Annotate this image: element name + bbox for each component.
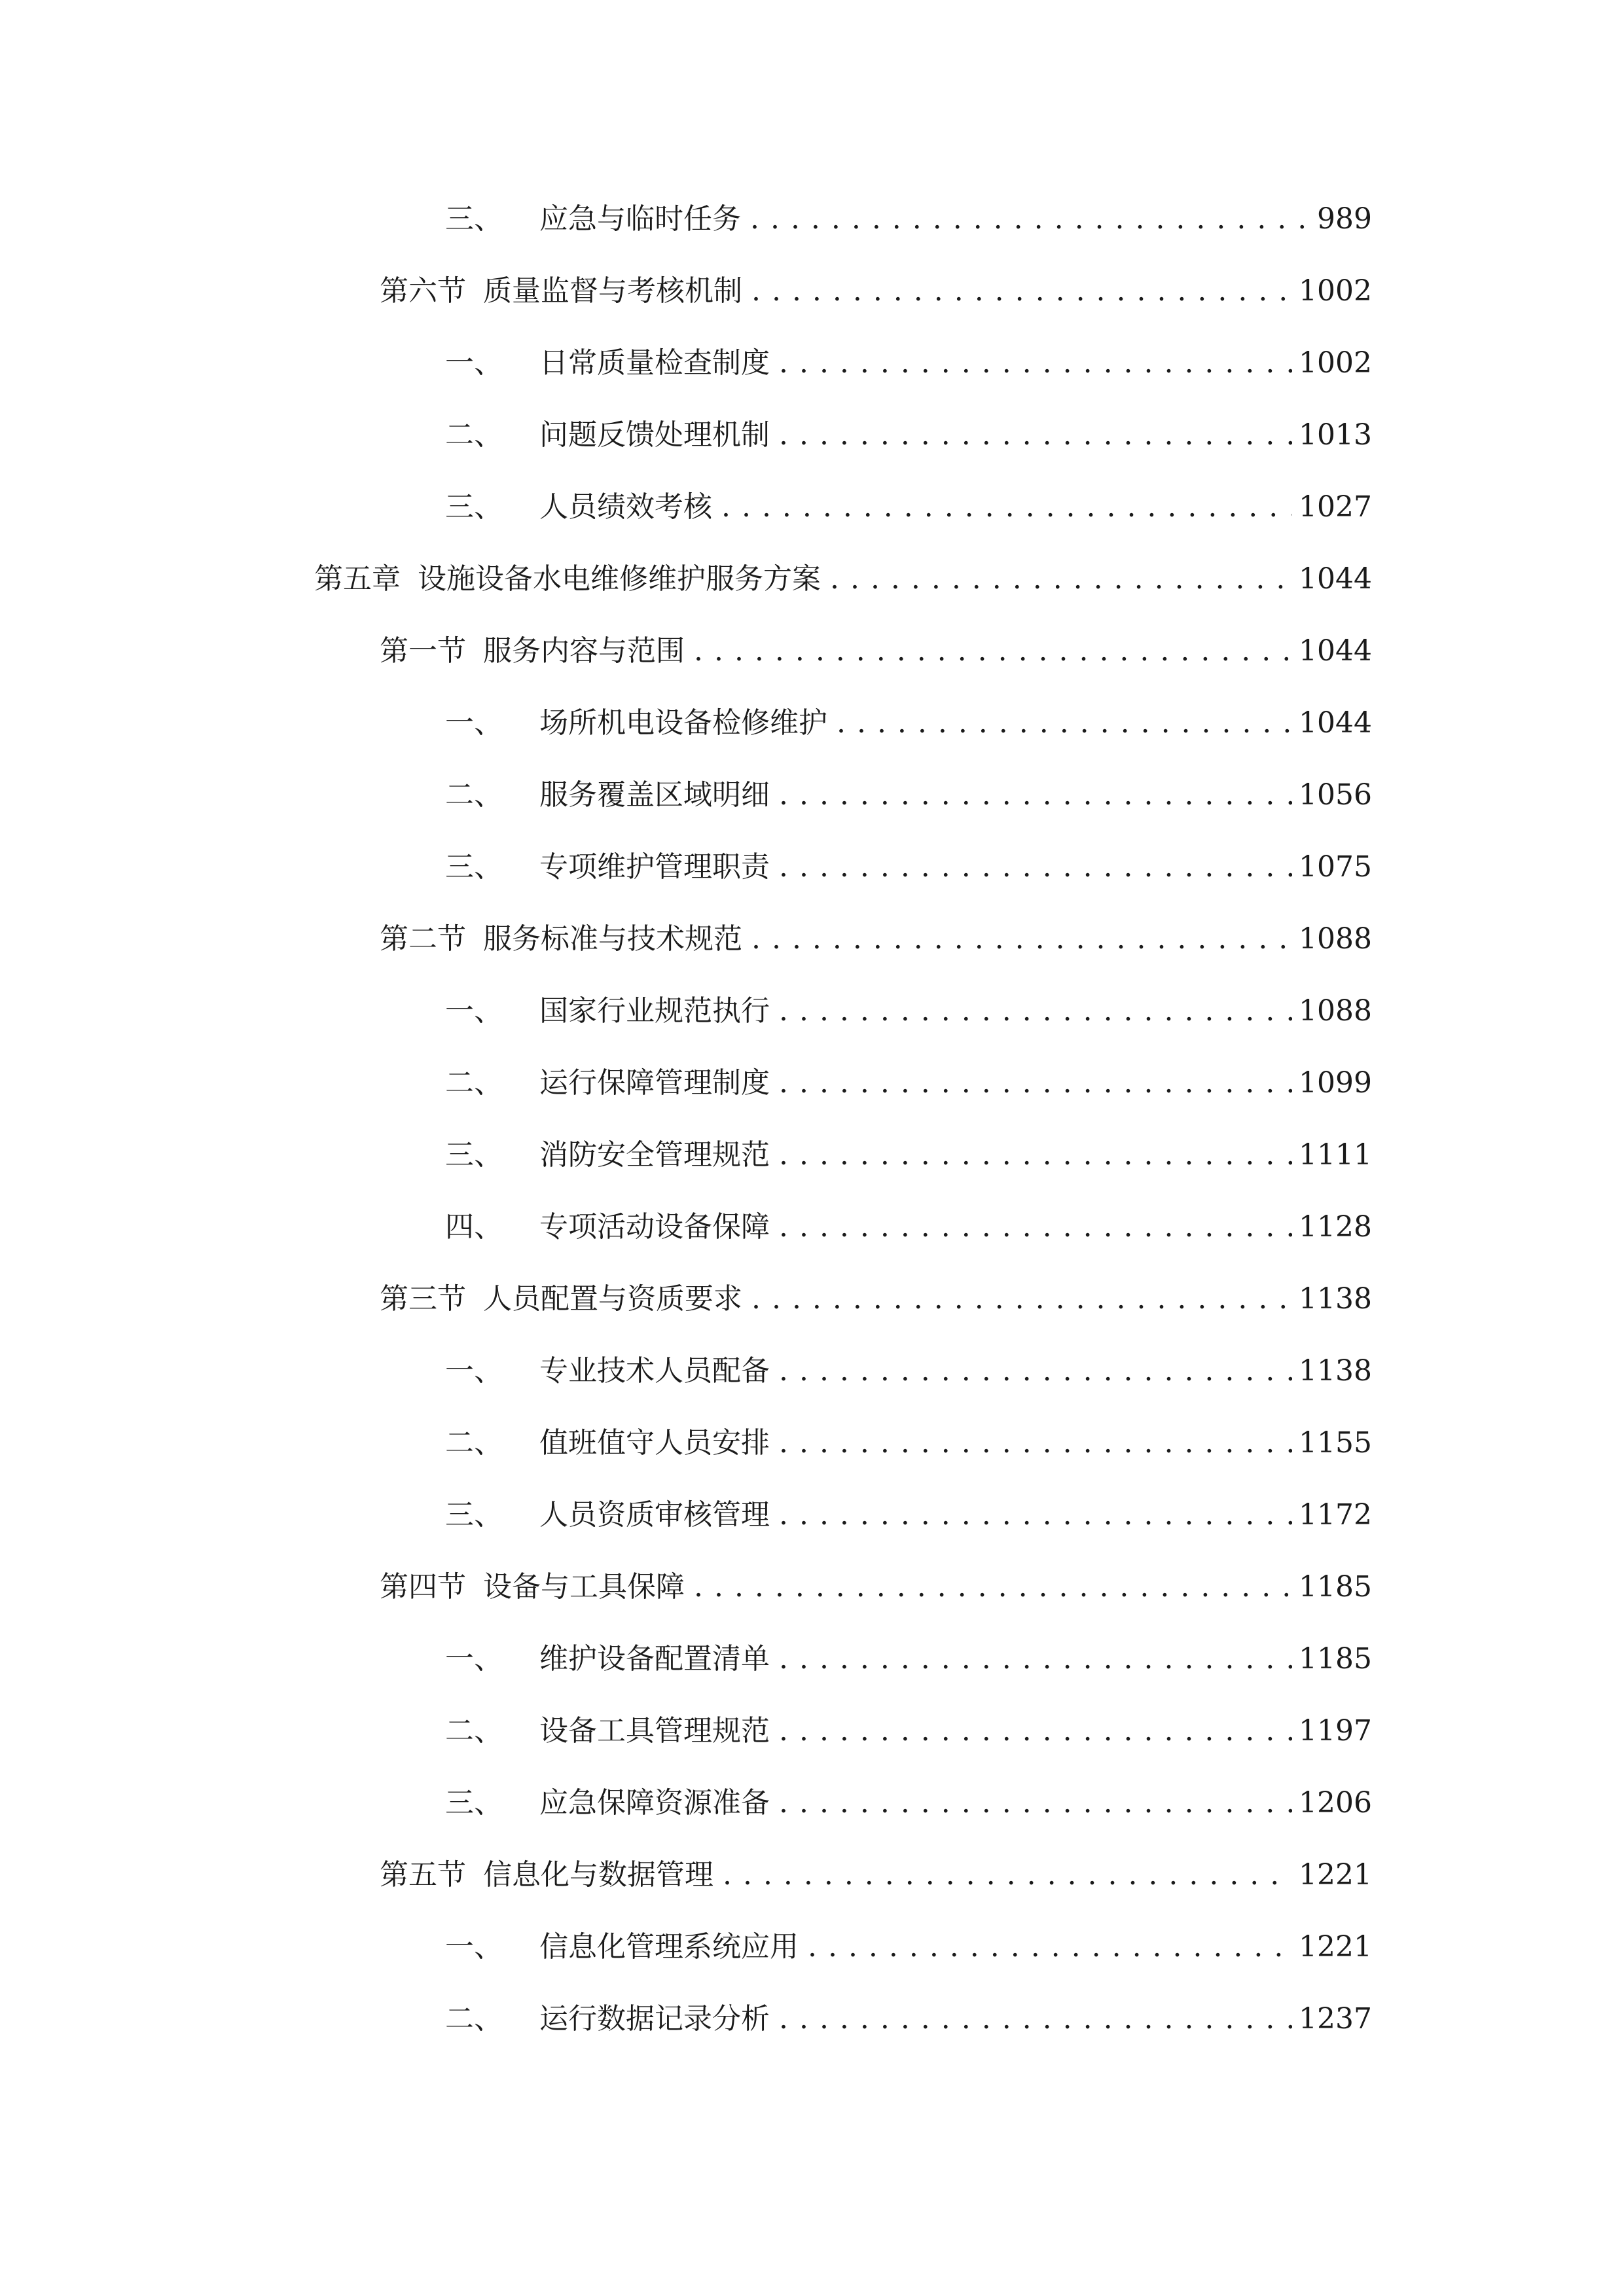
toc-entry[interactable] <box>445 1996 1372 2042</box>
toc-entry[interactable] <box>380 916 1372 962</box>
toc-entry-prefix: 二、 <box>445 2002 503 2036</box>
toc-entry[interactable] <box>445 1420 1372 1466</box>
toc-entry-prefix: 三、 <box>445 850 503 884</box>
toc-entry-prefix: 一、 <box>445 1354 503 1388</box>
toc-entry-page-number: 1056 <box>1299 778 1372 812</box>
toc-entry[interactable] <box>445 196 1372 242</box>
toc-entry-title: 人员配置与资质要求 <box>483 1282 742 1316</box>
toc-entry-title: 信息化管理系统应用 <box>539 1930 799 1964</box>
toc-entry[interactable] <box>445 484 1372 530</box>
toc-entry-prefix: 第五节 <box>380 1858 466 1892</box>
toc-entry[interactable] <box>445 340 1372 386</box>
toc-entry[interactable] <box>380 1852 1372 1898</box>
toc-entry-page-number: 1044 <box>1299 634 1372 668</box>
toc-entry[interactable] <box>445 1204 1372 1250</box>
toc-entry-title: 专业技术人员配备 <box>539 1354 770 1388</box>
toc-entry[interactable] <box>445 1492 1372 1538</box>
toc-entry-title: 人员资质审核管理 <box>539 1498 770 1532</box>
toc-entry-prefix: 二、 <box>445 1714 503 1748</box>
toc-entry-page-number: 989 <box>1317 202 1372 236</box>
toc-entry-prefix: 第一节 <box>380 634 466 668</box>
dot-leader <box>779 1420 1292 1466</box>
toc-entry-title: 国家行业规范执行 <box>539 994 770 1028</box>
toc-entry-prefix: 二、 <box>445 1426 503 1460</box>
dot-leader <box>779 988 1292 1034</box>
toc-entry-title: 专项活动设备保障 <box>539 1210 770 1244</box>
dot-leader <box>694 628 1292 674</box>
toc-entry-title: 设备与工具保障 <box>483 1570 685 1604</box>
toc-entry-title: 场所机电设备检修维护 <box>539 706 827 740</box>
toc-entry-page-number: 1088 <box>1299 922 1372 956</box>
toc-entry-title: 维护设备配置清单 <box>539 1642 770 1676</box>
toc-entry-page-number: 1044 <box>1299 706 1372 740</box>
toc-entry-page-number: 1099 <box>1299 1066 1372 1100</box>
toc-entry-title: 服务内容与范围 <box>483 634 685 668</box>
dot-leader <box>779 1492 1292 1538</box>
toc-entry-prefix: 第三节 <box>380 1282 466 1316</box>
toc-entry-page-number: 1138 <box>1299 1354 1372 1388</box>
toc-entry-prefix: 三、 <box>445 202 503 236</box>
toc-entry-page-number: 1155 <box>1299 1426 1372 1460</box>
toc-entry[interactable] <box>445 1348 1372 1394</box>
toc-entry-title: 服务覆盖区域明细 <box>539 778 770 812</box>
toc-entry-title: 质量监督与考核机制 <box>483 274 742 308</box>
toc-entry-page-number: 1221 <box>1299 1930 1372 1964</box>
dot-leader <box>721 484 1292 530</box>
toc-entry-prefix: 一、 <box>445 706 503 740</box>
toc-entry-prefix: 一、 <box>445 346 503 380</box>
toc-entry-title: 服务标准与技术规范 <box>483 922 742 956</box>
toc-entry-title: 应急保障资源准备 <box>539 1786 770 1820</box>
toc-entry-title: 设备工具管理规范 <box>539 1714 770 1748</box>
toc-entry[interactable] <box>380 1276 1372 1322</box>
toc-entry[interactable] <box>445 988 1372 1034</box>
toc-entry-prefix: 三、 <box>445 1498 503 1532</box>
dot-leader <box>830 556 1292 602</box>
dot-leader <box>779 772 1292 818</box>
toc-entry[interactable] <box>380 268 1372 314</box>
toc-entry-title: 信息化与数据管理 <box>483 1858 713 1892</box>
dot-leader <box>779 1060 1292 1106</box>
dot-leader <box>751 1276 1292 1322</box>
toc-entry-prefix: 二、 <box>445 1066 503 1100</box>
toc-entry[interactable] <box>445 772 1372 818</box>
toc-entry[interactable] <box>380 628 1372 674</box>
toc-entry[interactable] <box>445 1636 1372 1682</box>
toc-entry-page-number: 1002 <box>1299 274 1372 308</box>
toc-entry-prefix: 三、 <box>445 490 503 524</box>
toc-entry-prefix: 三、 <box>445 1786 503 1820</box>
dot-leader <box>750 196 1310 242</box>
toc-entry[interactable] <box>380 1564 1372 1610</box>
dot-leader <box>779 1348 1292 1394</box>
toc-entry[interactable] <box>445 1708 1372 1754</box>
dot-leader <box>837 700 1292 746</box>
dot-leader <box>779 1132 1292 1178</box>
dot-leader <box>808 1924 1292 1970</box>
dot-leader <box>779 1780 1292 1826</box>
toc-entry-page-number: 1075 <box>1299 850 1372 884</box>
toc-entry-prefix: 一、 <box>445 1930 503 1964</box>
toc-entry-page-number: 1088 <box>1299 994 1372 1028</box>
dot-leader <box>779 340 1292 386</box>
toc-entry-prefix: 四、 <box>445 1210 503 1244</box>
toc-entry[interactable] <box>314 556 1372 602</box>
toc-entry-page-number: 1221 <box>1299 1858 1372 1892</box>
dot-leader <box>694 1564 1292 1610</box>
toc-entry-title: 运行保障管理制度 <box>539 1066 770 1100</box>
toc-entry[interactable] <box>445 1924 1372 1970</box>
toc-entry[interactable] <box>445 1132 1372 1178</box>
toc-entry-prefix: 一、 <box>445 1642 503 1676</box>
toc-entry-page-number: 1197 <box>1299 1714 1372 1748</box>
dot-leader <box>779 1996 1292 2042</box>
toc-entry-prefix: 第五章 <box>314 562 401 596</box>
dot-leader <box>779 1708 1292 1754</box>
toc-entry-page-number: 1027 <box>1299 490 1372 524</box>
dot-leader <box>779 412 1292 458</box>
toc-entry-title: 设施设备水电维修维护服务方案 <box>418 562 821 596</box>
toc-entry-page-number: 1111 <box>1299 1138 1372 1172</box>
dot-leader <box>779 1204 1292 1250</box>
toc-entry-page-number: 1002 <box>1299 346 1372 380</box>
toc-entry-page-number: 1013 <box>1299 418 1372 452</box>
toc-entry-title: 问题反馈处理机制 <box>539 418 770 452</box>
toc-entry-prefix: 二、 <box>445 778 503 812</box>
toc-entry-page-number: 1185 <box>1299 1642 1372 1676</box>
toc-entry-title: 日常质量检查制度 <box>539 346 770 380</box>
toc-entry-title: 值班值守人员安排 <box>539 1426 770 1460</box>
toc-entry-page-number: 1172 <box>1299 1498 1372 1532</box>
toc-entry-prefix: 第六节 <box>380 274 466 308</box>
dot-leader <box>751 268 1292 314</box>
toc-entry-title: 专项维护管理职责 <box>539 850 770 884</box>
toc-entry-prefix: 二、 <box>445 418 503 452</box>
dot-leader <box>751 916 1292 962</box>
toc-entry-prefix: 第四节 <box>380 1570 466 1604</box>
toc-entry-prefix: 三、 <box>445 1138 503 1172</box>
dot-leader <box>723 1852 1292 1898</box>
toc-entry[interactable] <box>445 412 1372 458</box>
toc-entry-title: 运行数据记录分析 <box>539 2002 770 2036</box>
toc-entry-page-number: 1128 <box>1299 1210 1372 1244</box>
toc-entry[interactable] <box>445 700 1372 746</box>
toc-entry-page-number: 1237 <box>1299 2002 1372 2036</box>
toc-entry-page-number: 1044 <box>1299 562 1372 596</box>
toc-entry[interactable] <box>445 844 1372 890</box>
toc-entry-page-number: 1185 <box>1299 1570 1372 1604</box>
toc-entry-title: 应急与临时任务 <box>539 202 741 236</box>
toc-entry-page-number: 1138 <box>1299 1282 1372 1316</box>
toc-entry[interactable] <box>445 1060 1372 1106</box>
toc-entry-prefix: 第二节 <box>380 922 466 956</box>
dot-leader <box>779 844 1292 890</box>
toc-entry-page-number: 1206 <box>1299 1786 1372 1820</box>
toc-entry-title: 消防安全管理规范 <box>539 1138 770 1172</box>
toc-entry-prefix: 一、 <box>445 994 503 1028</box>
toc-entry-title: 人员绩效考核 <box>539 490 712 524</box>
dot-leader <box>779 1636 1292 1682</box>
toc-entry[interactable] <box>445 1780 1372 1826</box>
